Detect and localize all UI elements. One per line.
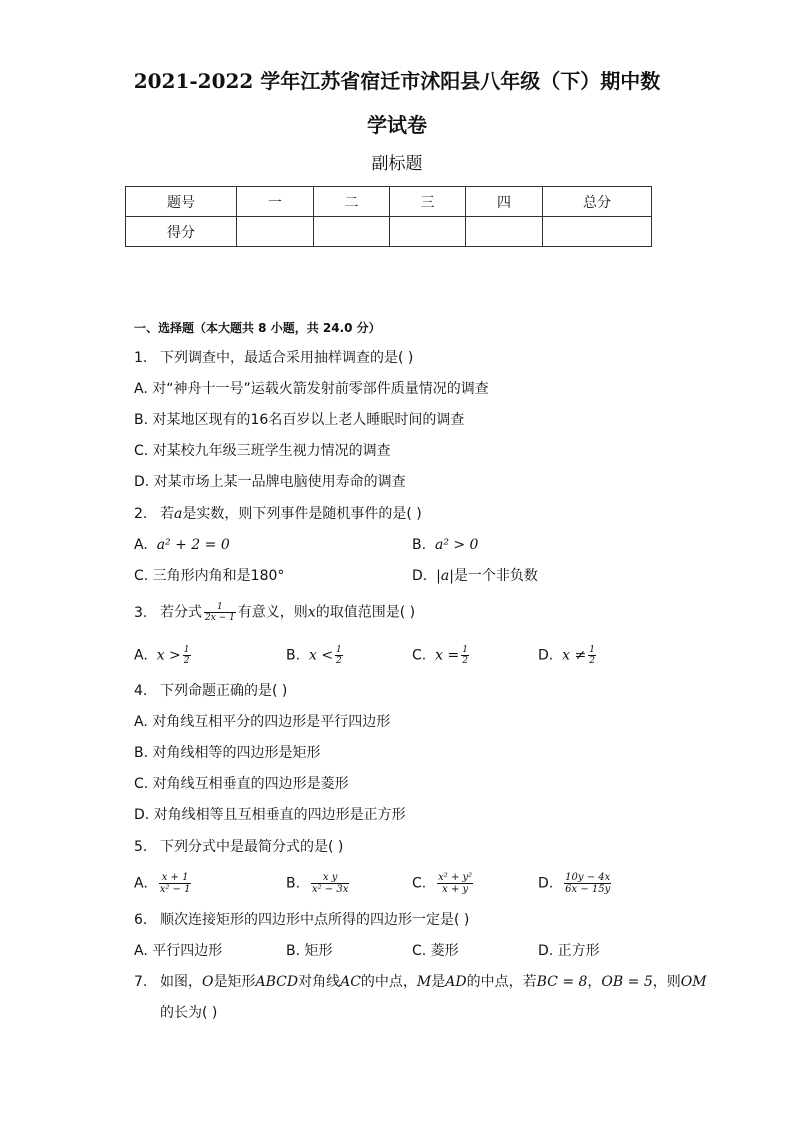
math-variable: M bbox=[416, 974, 432, 990]
fraction bbox=[159, 872, 192, 895]
question-number: 6. bbox=[134, 912, 148, 928]
option-math: a² > 0 bbox=[434, 537, 479, 553]
question-number: 4. bbox=[134, 683, 148, 699]
paper-title-line1: 2021-2022 学年江苏省宿迁市沭阳县八年级（下）期中数 bbox=[133, 69, 661, 93]
math-expression: OB = 5 bbox=[601, 974, 653, 990]
score-cell[interactable] bbox=[543, 217, 652, 247]
option-label: C. bbox=[412, 875, 427, 892]
math-variable: O bbox=[202, 974, 214, 990]
fraction-numerator: x² + y² bbox=[438, 872, 473, 883]
score-table-score-row bbox=[126, 217, 652, 247]
question-text: 若 bbox=[160, 506, 174, 522]
option-label: B. bbox=[286, 875, 301, 892]
q2-option-c: C. 三角形内角和是180° bbox=[134, 568, 285, 584]
q4-option-b: B. 对角线相等的四边形是矩形 bbox=[134, 745, 321, 761]
score-header-cell: 题号 bbox=[126, 187, 237, 217]
score-cell[interactable] bbox=[314, 217, 390, 247]
q5-option-d bbox=[538, 872, 613, 895]
q4-option-d: D. 对角线相等且互相垂直的四边形是正方形 bbox=[134, 807, 406, 823]
option-label: A. bbox=[134, 875, 148, 892]
option-label: D. bbox=[538, 875, 554, 892]
q1-option-a: A. 对“神舟十一号”运载火箭发射前零部件质量情况的调查 bbox=[134, 381, 489, 397]
option-math: x ≠ bbox=[562, 647, 587, 664]
fraction-denominator: 6x − 15y bbox=[565, 884, 611, 895]
question-text: 对角线 bbox=[298, 974, 341, 990]
option-label: A. bbox=[134, 647, 148, 664]
score-table bbox=[125, 186, 652, 247]
score-header-cell: 四 bbox=[466, 187, 543, 217]
option-label: D. bbox=[412, 568, 428, 584]
q5-option-c bbox=[412, 872, 475, 895]
q2-option-a bbox=[134, 535, 230, 555]
option-label: A. bbox=[134, 537, 148, 553]
question-3-stem bbox=[134, 602, 415, 623]
q3-option-b bbox=[286, 645, 345, 666]
fraction bbox=[183, 645, 191, 666]
fraction-numerator: 1 bbox=[462, 645, 468, 655]
q4-option-c: C. 对角线互相垂直的四边形是菱形 bbox=[134, 776, 349, 792]
score-table-header-row bbox=[126, 187, 652, 217]
option-label: B. bbox=[412, 537, 427, 553]
fraction-denominator: 2 bbox=[336, 656, 342, 666]
score-cell[interactable] bbox=[390, 217, 466, 247]
fraction bbox=[204, 602, 236, 623]
math-variable: ABCD bbox=[255, 974, 299, 990]
fraction-numerator: 1 bbox=[183, 645, 190, 655]
paper-title-line2: 学试卷 bbox=[367, 113, 427, 137]
fraction-numerator: 1 bbox=[204, 602, 236, 613]
fraction bbox=[564, 872, 611, 895]
question-text: 是 bbox=[431, 974, 446, 990]
fraction-numerator: 1 bbox=[336, 645, 342, 655]
question-1-stem bbox=[134, 348, 413, 368]
score-cell[interactable] bbox=[237, 217, 314, 247]
q5-option-a bbox=[134, 872, 193, 895]
q1-option-b: B. 对某地区现有的16名百岁以上老人睡眠时间的调查 bbox=[134, 412, 465, 428]
option-math: x = bbox=[435, 647, 460, 664]
fraction-numerator: x y bbox=[311, 872, 349, 884]
question-4-stem bbox=[134, 681, 287, 701]
fraction-denominator: 2 bbox=[589, 656, 595, 666]
fraction-denominator: x + y bbox=[442, 884, 469, 895]
question-text: 下列调查中，最适合采用抽样调查的是( ) bbox=[160, 350, 414, 366]
score-header-cell: 总分 bbox=[543, 187, 652, 217]
question-number: 7. bbox=[134, 974, 148, 990]
paper-subtitle: 副标题 bbox=[371, 154, 423, 174]
question-text: 是实数，则下列事件是随机事件的是( ) bbox=[182, 506, 422, 522]
question-text: ， bbox=[587, 974, 602, 990]
math-variable: OM bbox=[680, 974, 707, 990]
math-variable: AD bbox=[445, 974, 467, 990]
question-number: 3. bbox=[134, 604, 148, 621]
q3-option-a bbox=[134, 645, 193, 666]
q6-option-c: C. 菱形 bbox=[412, 943, 459, 959]
score-row-label: 得分 bbox=[126, 217, 237, 247]
question-7-stem-continued: 的长为( ) bbox=[160, 1005, 218, 1021]
math-expression: BC = 8 bbox=[536, 974, 588, 990]
option-text: 是一个非负数 bbox=[453, 568, 538, 584]
score-header-cell: 三 bbox=[390, 187, 466, 217]
fraction-numerator: 10y − 4x bbox=[565, 872, 611, 883]
fraction bbox=[311, 872, 349, 895]
fraction bbox=[588, 645, 596, 666]
fraction bbox=[461, 645, 469, 666]
q6-option-b: B. 矩形 bbox=[286, 943, 333, 959]
question-text: 的中点， bbox=[360, 974, 417, 990]
option-math: |a| bbox=[436, 568, 454, 584]
fraction-denominator: 2x − 1 bbox=[205, 613, 235, 623]
question-text: 是矩形 bbox=[213, 974, 256, 990]
question-5-stem bbox=[134, 837, 343, 857]
option-math: x < bbox=[308, 647, 334, 664]
q3-option-d bbox=[538, 645, 598, 666]
fraction-numerator: 1 bbox=[589, 645, 595, 655]
question-text: 如图， bbox=[160, 974, 202, 990]
fraction bbox=[437, 872, 473, 895]
fraction-numerator: x + 1 bbox=[159, 872, 192, 884]
question-number: 5. bbox=[134, 839, 148, 855]
math-variable: x bbox=[307, 604, 316, 621]
question-text: 有意义，则 bbox=[237, 604, 308, 621]
math-variable: AC bbox=[340, 974, 361, 990]
q6-option-a: A. 平行四边形 bbox=[134, 943, 223, 959]
question-2-stem bbox=[134, 504, 422, 524]
q3-option-c bbox=[412, 645, 471, 666]
question-6-stem bbox=[134, 910, 469, 930]
question-text: 下列命题正确的是( ) bbox=[160, 683, 288, 699]
fraction-denominator: x² − 1 bbox=[159, 884, 191, 895]
question-text: 下列分式中是最简分式的是( ) bbox=[160, 839, 344, 855]
fraction-denominator: x² − 3x bbox=[311, 884, 349, 895]
fraction-denominator: 2 bbox=[462, 656, 468, 666]
option-label: D. bbox=[538, 647, 554, 664]
q5-option-b bbox=[286, 872, 351, 895]
fraction-denominator: 2 bbox=[183, 656, 190, 666]
q1-option-d: D. 对某市场上某一品牌电脑使用寿命的调查 bbox=[134, 474, 406, 490]
score-header-cell: 二 bbox=[314, 187, 390, 217]
question-text: 顺次连接矩形的四边形中点所得的四边形一定是( ) bbox=[160, 912, 470, 928]
q2-option-d bbox=[412, 566, 538, 586]
question-number: 1. bbox=[134, 350, 148, 366]
question-text: ，则 bbox=[652, 974, 681, 990]
option-math: a² + 2 = 0 bbox=[156, 537, 230, 553]
q1-option-c: C. 对某校九年级三班学生视力情况的调查 bbox=[134, 443, 391, 459]
option-label: C. bbox=[412, 647, 427, 664]
question-text: 的中点，若 bbox=[466, 974, 537, 990]
math-variable: a bbox=[174, 506, 183, 522]
question-number: 2. bbox=[134, 506, 148, 522]
option-math: x > bbox=[156, 647, 181, 664]
q4-option-a: A. 对角线互相平分的四边形是平行四边形 bbox=[134, 714, 391, 730]
question-7-stem bbox=[134, 972, 707, 992]
score-cell[interactable] bbox=[466, 217, 543, 247]
q6-option-d: D. 正方形 bbox=[538, 943, 600, 959]
q2-option-b bbox=[412, 535, 478, 555]
question-text: 若分式 bbox=[160, 604, 202, 621]
score-header-cell: 一 bbox=[237, 187, 314, 217]
section-heading: 一、选择题（本大题共 8 小题，共 24.0 分） bbox=[134, 321, 381, 335]
question-text: 的取值范围是( ) bbox=[315, 604, 416, 621]
fraction bbox=[335, 645, 343, 666]
option-label: B. bbox=[286, 647, 301, 664]
